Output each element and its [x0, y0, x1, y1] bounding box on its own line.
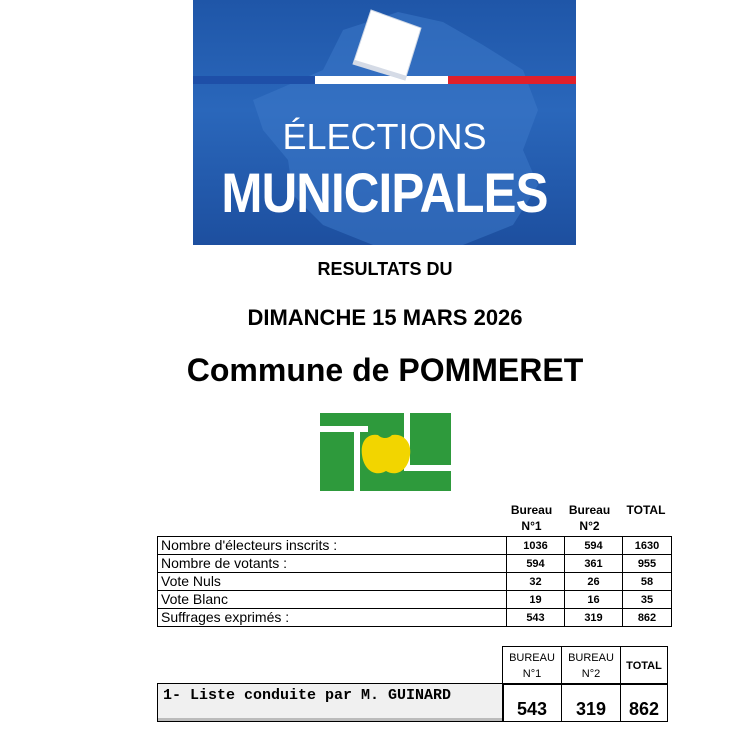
cell-bureau-2: 16 — [565, 591, 623, 609]
cell-total: 862 — [623, 609, 672, 627]
commune-name: Commune de POMMERET — [186, 352, 584, 388]
cell-bureau-2: 361 — [565, 555, 623, 573]
commune-logo — [320, 413, 451, 491]
cell-bureau-2: 26 — [565, 573, 623, 591]
results-heading: RESULTATS DU — [317, 259, 453, 279]
table-row — [158, 591, 672, 609]
table-row — [158, 537, 672, 555]
cell-bureau-1: 32 — [507, 573, 565, 591]
header-bureau-1: BUREAU N°1 — [503, 647, 562, 685]
list-total-votes: 862 — [620, 683, 668, 722]
election-date: DIMANCHE 15 MARS 2026 — [247, 305, 523, 330]
cell-total: 1630 — [623, 537, 672, 555]
list-bureau-2-votes: 319 — [561, 683, 621, 722]
row-shadow — [158, 718, 503, 721]
cell-bureau-1: 1036 — [507, 537, 565, 555]
header-total: TOTAL — [626, 503, 666, 517]
list-bureau-1-votes: 543 — [502, 683, 562, 722]
cell-bureau-1: 594 — [507, 555, 565, 573]
list-results-header — [502, 646, 668, 685]
header-total: TOTAL — [621, 647, 668, 685]
header-bureau-1: Bureau N°1 — [510, 503, 553, 533]
results-table — [157, 536, 672, 627]
row-label: Vote Blanc — [158, 591, 507, 609]
header-bureau-2: Bureau N°2 — [568, 503, 611, 533]
row-label: Nombre de votants : — [158, 555, 507, 573]
table-row — [158, 609, 672, 627]
elections-banner — [193, 0, 576, 245]
cell-bureau-2: 319 — [565, 609, 623, 627]
banner-title-line2: MUNICIPALES — [221, 161, 548, 224]
cell-bureau-1: 543 — [507, 609, 565, 627]
cell-total: 955 — [623, 555, 672, 573]
list-row — [157, 683, 504, 722]
cell-bureau-2: 594 — [565, 537, 623, 555]
row-label: Suffrages exprimés : — [158, 609, 507, 627]
banner-title-line1: ÉLECTIONS — [282, 116, 487, 157]
row-label: Nombre d'électeurs inscrits : — [158, 537, 507, 555]
table-row — [158, 555, 672, 573]
cell-total: 35 — [623, 591, 672, 609]
list-name: 1- Liste conduite par M. GUINARD — [163, 687, 452, 704]
cell-total: 58 — [623, 573, 672, 591]
row-label: Vote Nuls — [158, 573, 507, 591]
header-bureau-2: BUREAU N°2 — [562, 647, 621, 685]
cell-bureau-1: 19 — [507, 591, 565, 609]
table-row — [158, 573, 672, 591]
